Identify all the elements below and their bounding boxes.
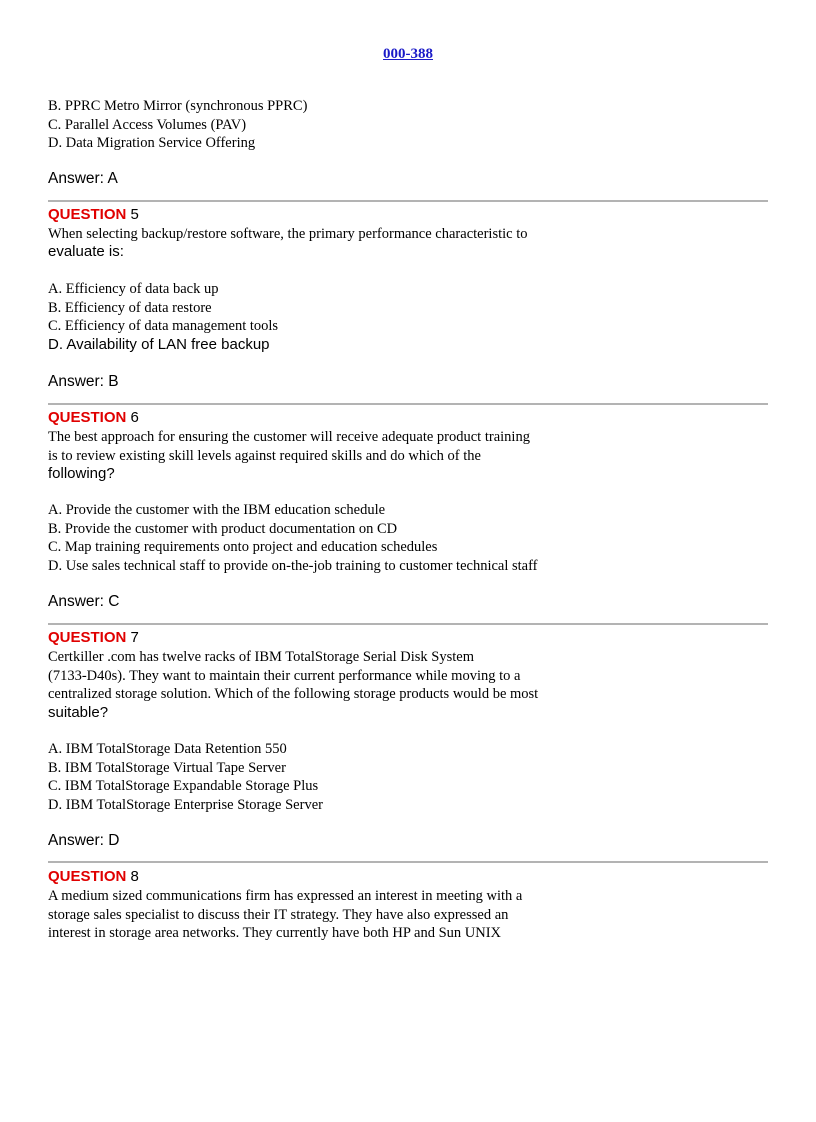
question-5-stem-end <box>48 242 768 261</box>
stem-line: The best approach for ensuring the customer will receive adequate product training <box>48 429 530 445</box>
question-7-heading <box>48 629 768 647</box>
question-8-heading <box>48 868 768 886</box>
stem-line: evaluate is: <box>48 243 124 260</box>
question-6-stem-end <box>48 464 768 483</box>
question-label: QUESTION <box>48 206 127 223</box>
divider <box>48 623 768 625</box>
stem-line: storage sales specialist to discuss their IT strategy. They have also expressed an <box>48 906 509 923</box>
question-number: 5 <box>130 206 139 223</box>
question-7-options <box>48 740 768 814</box>
stem-line: Certkiller .com has twelve racks of IBM TotalStorage Serial Disk System <box>48 649 474 665</box>
question-6-heading <box>48 409 768 427</box>
question-5-options <box>48 280 768 336</box>
answer-previous: Answer: A <box>48 170 118 187</box>
stem-line: following? <box>48 465 115 482</box>
option-c: C. IBM TotalStorage Expandable Storage Plus <box>48 778 319 794</box>
divider <box>48 403 768 405</box>
question-label: QUESTION <box>48 409 127 426</box>
divider <box>48 200 768 202</box>
question-5-stem <box>48 225 768 244</box>
answer-7: Answer: D <box>48 832 120 849</box>
option-b: B. Efficiency of data restore <box>48 299 212 316</box>
question-label: QUESTION <box>48 629 127 646</box>
option-c: C. Parallel Access Volumes (PAV) <box>48 116 247 133</box>
divider <box>48 861 768 863</box>
stem-line: suitable? <box>48 704 109 721</box>
stem-line: A medium sized communications firm has expressed an interest in meeting with a <box>48 888 523 904</box>
option-d: D. IBM TotalStorage Enterprise Storage Server <box>48 796 323 813</box>
question-6-stem <box>48 428 768 465</box>
answer-5: Answer: B <box>48 373 119 390</box>
option-c: C. Efficiency of data management tools <box>48 318 279 334</box>
option-d: D. Use sales technical staff to provide on-the-job training to customer technical staff <box>48 557 538 574</box>
question-number: 8 <box>130 868 139 885</box>
option-b: B. IBM TotalStorage Virtual Tape Server <box>48 759 286 776</box>
stem-line: When selecting backup/restore software, the primary performance characteristic to <box>48 226 528 242</box>
previous-question-options <box>48 97 768 153</box>
answer-6: Answer: C <box>48 593 120 610</box>
option-b: B. Provide the customer with product documentation on CD <box>48 520 398 537</box>
question-6-options <box>48 501 768 575</box>
question-7-stem <box>48 648 768 704</box>
question-number: 6 <box>130 409 139 426</box>
question-7-stem-end <box>48 703 768 722</box>
stem-line: centralized storage solution. Which of the following storage products would be most <box>48 686 539 702</box>
stem-line: interest in storage area networks. They currently have both HP and Sun UNIX <box>48 925 502 941</box>
stem-line: is to review existing skill levels against required skills and do which of the <box>48 447 481 464</box>
option-b: B. PPRC Metro Mirror (synchronous PPRC) <box>48 98 308 114</box>
option-a: A. Provide the customer with the IBM education schedule <box>48 502 386 518</box>
question-5-heading <box>48 206 768 224</box>
option-c: C. Map training requirements onto project and education schedules <box>48 539 438 555</box>
question-label: QUESTION <box>48 868 127 885</box>
option-d: D. Data Migration Service Offering <box>48 135 256 151</box>
question-5-option-d <box>48 335 768 354</box>
stem-line: (7133-D40s). They want to maintain their current performance while moving to a <box>48 667 521 684</box>
option-d: D. Availability of LAN free backup <box>48 336 270 353</box>
option-a: A. IBM TotalStorage Data Retention 550 <box>48 741 287 757</box>
question-number: 7 <box>130 629 139 646</box>
question-8-stem <box>48 887 768 943</box>
option-a: A. Efficiency of data back up <box>48 281 219 297</box>
exam-code-link[interactable]: 000-388 <box>383 46 433 62</box>
